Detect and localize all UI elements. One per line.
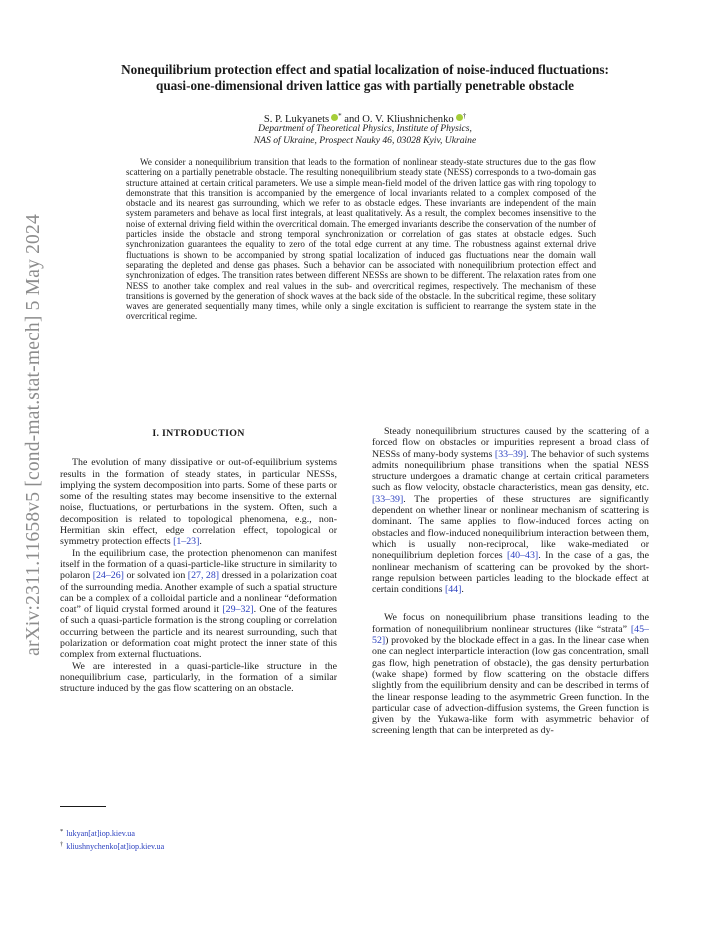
abstract [126,157,596,322]
footnote-rule [60,806,106,807]
footnote-1 [60,826,337,839]
title-line-2: quasi-one-dimensional driven lattice gas with partially penetrable obstacle [156,78,574,93]
paragraph-text: or solvated ion [123,570,188,582]
paragraph-text: In the equilibrium case, the protection phenomenon can manifest itself in the formation of a quasi-particle-like structure in similarity to polaron [60,547,337,582]
citation-link[interactable]: [33–39] [494,448,527,460]
paragraph-text: ) provoked by the blockade effect in a gas. In the linear case when one can neglect interparticle interaction (low gas concentration, small gas flow, high penetration of obstacle), the gas density perturbation (wake shape) formed by flow scattering on the obstacle differs slightly from the equilibrium density and can be described in terms of the linear response leading to the asymmetric Green function. In the particular case of advection-diffusion systems, the Green function is given by the Yukawa-like form with asymmetric behavior of screening length that can be interpreted as dy- [372,635,649,737]
citation-link[interactable]: [27, 28] [187,570,220,582]
paper-title [60,62,670,94]
paragraph-text: . [199,536,202,548]
author-2-name: O. V. Kliushnichenko [362,114,454,125]
author-2-footnote-mark: † [462,112,467,120]
paragraph-text: Steady nonequilibrium structures caused by the scattering of a forced flow on obstacles or impurities represent a broad class of NESSs of many-body systems [372,426,649,460]
email-link[interactable]: lukyan[at]iop.kiev.ua [66,829,135,838]
intro-paragraph-4 [372,426,649,595]
intro-paragraph-5 [372,612,649,736]
footnote-mark: † [60,841,64,848]
citation-link[interactable]: [1–23] [173,536,200,548]
affiliation-line-2: NAS of Ukraine, Prospect Nauky 46, 03028 Kyiv, Ukraine [253,134,477,146]
right-column [372,426,649,737]
paragraph-text: The evolution of many dissipative or out-of-equilibrium systems results in the formation of steady states, in particular NESSs, implying the system decomposition into parts. Some of these parts or some of the resulting states may become insensitive to the external noise, fluctuations, or perturbations in the system. Often, such a decomposition is related to topological phenomena, e.g., non-Hermitian skin effect, edge correlation effect, topological or symmetry protection effects [60,457,337,548]
citation-link[interactable]: [33–39] [372,493,404,505]
abstract-text: We consider a nonequilibrium transition that leads to the formation of nonlinear steady-state structures due to the gas flow scattering on a partially penetrable obstacle. The resulting nonequilibrium steady state (NESS) corresponds to a two-domain gas structure attained at certain critical parameters. We use a simple mean-field model of the driven lattice gas with ring topology to demonstrate that this transition is accompanied by the emergence of local invariants related to a complex composed of the obstacle and its nearest gas surrounding, which we refer to as obstacle edges. These invariants are independent of the main system parameters and behave as local first integrals, at least qualitatively. As a result, the complex becomes insensitive to the noise of external driving field within the overcritical domain. The emerged invariants describe the conservation of the number of particles inside the obstacle and strong temporal synchronization or correlation of gas states at obstacle edges. Such synchronization guarantees the equality to zero of the total edge current at any time. The robustness against external drive fluctuations is shown to be accompanied by strong spatial localization of induced gas fluctuations near the domain wall separating the depleted and dense gas phases. Such a behavior can be associated with nonequilibrium protection effect and synchronization of edges. The transition rates between different NESSs are shown to be different. The relaxation rates from one NESS to another take complex and real values in the sub- and overcritical regimes, respectively. The mechanism of these transitions is governed by the generation of shock waves at the back side of the obstacle. In the subcritical regime, these solitary waves are generated sequentially many times, while only a single excitation is sufficient to rearrange the system state in the overcritical regime. [126,157,596,322]
paragraph-gap [372,595,649,612]
intro-paragraph-1 [60,457,337,547]
intro-paragraph-3: We are interested in a quasi-particle-like structure in the nonequilibrium case, particularly, in the formation of a similar structure induced by the gas flow scattering on an obstacle. [60,660,337,695]
paragraph-text: . The behavior of such systems admits nonequilibrium phase transitions when the spatial NESS structure undergoes a dramatic change at certain critical parameters such as flow velocity, obstacle characteristics, mean gas density, etc. [372,448,650,494]
email-link[interactable]: kliushnychenko[at]iop.kiev.ua [66,842,165,851]
paragraph-text: . [461,584,464,596]
citation-link[interactable]: [24–26] [92,570,124,582]
affiliation [60,123,670,146]
paragraph-text: We focus on nonequilibrium phase transitions leading to the formation of nonequilibrium nonlinear structures (like “strata” [372,612,649,635]
citation-link[interactable]: [29–32] [222,604,254,616]
citation-link[interactable]: [44] [444,584,462,596]
paragraph-text: . In the case of a gas, the nonlinear mechanism of scattering can be provoked by the short-range repulsion between particles leading to the blockade effect at certain conditions [372,550,649,596]
paragraph-text: dressed in a polarization coat of the surrounding media. Another example of such a spatial structure can be a complex of a colloidal particle and a nonlinear “deformation coat” of liquid crystal formed around it [60,570,337,616]
affiliation-line-1: Department of Theoretical Physics, Institute of Physics, [258,123,472,134]
citation-link[interactable]: [40–43] [506,550,539,562]
citation-link[interactable]: [45–52] [372,623,649,647]
section-heading: I. INTRODUCTION [152,428,245,439]
arxiv-identifier-stamp [14,200,54,670]
title-line-1: Nonequilibrium protection effect and spatial localization of noise-induced fluctuations: [121,62,609,77]
paragraph-text: . One of the features of such a quasi-particle formation is the strong coupling or correlation occurring between the particle and its nearest surrounding, such that polarization or deformation coat might protect the inner state of this complex from external fluctuations. [60,604,337,661]
author-1-footnote-mark: * [338,112,342,120]
author-connector: and [341,114,363,125]
intro-paragraph-2 [60,548,337,661]
footnote-2 [60,839,337,852]
footnote-mark: * [60,828,64,835]
left-column [60,426,337,695]
author-1-name: S. P. Lukyanets [263,114,330,125]
footnotes [60,826,337,852]
paragraph-text: . The properties of these structures are significantly dependent on whether linear or nonlinear mechanism of scattering is dominant. The same applies to flow-induced forces acting on obstacles and flow-induced nonequilibrium interaction between them, which is usually non-reciprocal, like wake-mediated or nonequilibrium depletion forces [372,493,649,562]
arxiv-identifier-text: arXiv:2311.11658v5 [cond-mat.stat-mech] 5 May 2024 [23,214,44,656]
orcid-icon[interactable] [456,114,463,121]
